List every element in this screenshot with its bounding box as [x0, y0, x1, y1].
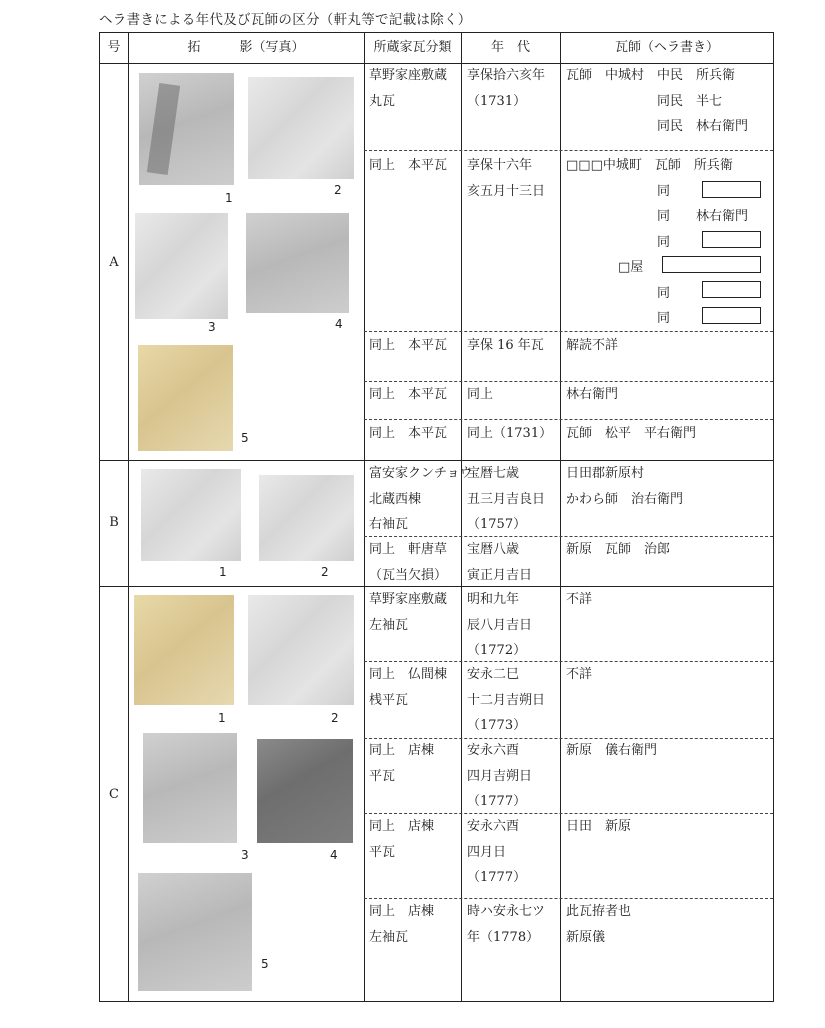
classification-cell: 同上 店棟 平瓦	[369, 819, 435, 860]
tiler-cell: 不詳	[566, 592, 593, 607]
tiler-cell: □□□中城町 瓦師 所兵衛 同 同 林右衛門 同 □屋 同 同	[566, 158, 749, 326]
tiler-cell: 日田 新原	[566, 819, 632, 834]
rubbing-photo	[135, 213, 228, 319]
rubbing-photo	[139, 73, 234, 185]
tiler-cell: 林右衛門	[566, 387, 619, 402]
photo-number: 3	[208, 320, 216, 334]
classification-cell: 同上 仏間棟 桟平瓦	[369, 667, 448, 708]
photo-number: 1	[218, 711, 226, 725]
tiler-cell: 此瓦拵者也 新原儀	[566, 904, 632, 945]
classification-cell: 草野家座敷蔵 左袖瓦	[369, 592, 448, 633]
photo-number: 1	[225, 191, 233, 205]
blank-name-box	[702, 307, 761, 324]
rubbing-photo	[134, 595, 234, 705]
rubbing-photo	[259, 475, 354, 561]
tiler-cell: 瓦師 松平 平右衛門	[566, 426, 697, 441]
rubbing-photo	[248, 77, 354, 179]
era-cell: 享保十六年 亥五月十三日	[467, 158, 546, 199]
era-cell: 宝暦八歳 寅正月吉日	[467, 542, 533, 583]
tile-inscription-table	[99, 32, 774, 1002]
blank-name-box	[702, 181, 761, 198]
classification-cell: 同上 本平瓦	[369, 387, 448, 402]
classification-cell: 草野家座敷蔵 丸瓦	[369, 68, 448, 109]
rubbing-photo	[248, 595, 354, 705]
rubbing-photo	[257, 739, 353, 843]
group-label-b: B	[109, 515, 119, 530]
era-cell: 宝暦七歳 丑三月吉良日 （1757）	[467, 466, 546, 532]
rubbing-photo	[143, 733, 237, 843]
era-cell: 同上	[467, 387, 494, 402]
table-caption: ヘラ書きによる年代及び瓦師の区分（軒丸等で記載は除く）	[99, 12, 472, 28]
classification-cell: 同上 本平瓦	[369, 426, 448, 441]
rubbing-photo	[246, 213, 349, 313]
tiler-cell: 不詳	[566, 667, 593, 682]
photo-number: 3	[241, 848, 249, 862]
photo-number: 5	[241, 431, 249, 445]
era-cell: 同上（1731）	[467, 426, 553, 441]
era-cell: 安永六酉 四月日 （1777）	[467, 819, 527, 885]
header-no: 号	[107, 40, 121, 55]
blank-name-box	[702, 281, 761, 298]
photo-number: 2	[334, 183, 342, 197]
group-label-c: C	[109, 787, 119, 802]
era-cell: 明和九年 辰八月吉日 （1772）	[467, 592, 533, 658]
classification-cell: 富安家クンチョウ 北蔵西棟 右袖瓦	[369, 466, 473, 532]
header-era: 年 代	[490, 40, 530, 55]
photo-number: 2	[321, 565, 329, 579]
tiler-cell: 解読不詳	[566, 338, 619, 353]
blank-name-box	[662, 256, 761, 273]
header-rubbing: 拓 影（写真）	[187, 40, 305, 55]
classification-cell: 同上 店棟 左袖瓦	[369, 904, 435, 945]
photo-number: 4	[335, 317, 343, 331]
rubbing-photo	[141, 469, 241, 561]
header-tiler: 瓦師（ヘラ書き）	[614, 40, 719, 55]
era-cell: 安永六酉 四月吉朔日 （1777）	[467, 743, 533, 809]
era-cell: 享保拾六亥年 （1731）	[467, 68, 546, 109]
era-cell: 安永二巳 十二月吉朔日 （1773）	[467, 667, 546, 733]
classification-cell: 同上 店棟 平瓦	[369, 743, 435, 784]
tiler-cell: 瓦師 中城村 中民 所兵衛 同民 半七 同民 林右衛門	[566, 68, 749, 134]
tiler-cell: 日田郡新原村 かわら師 治右衛門	[566, 466, 684, 507]
tiler-cell: 新原 儀右衛門	[566, 743, 658, 758]
photo-number: 4	[330, 848, 338, 862]
photo-number: 5	[261, 957, 269, 971]
classification-cell: 同上 本平瓦	[369, 338, 448, 353]
photo-number: 1	[219, 565, 227, 579]
photo-number: 2	[331, 711, 339, 725]
era-cell: 時ハ安永七ツ 年（1778）	[467, 904, 546, 945]
classification-cell: 同上 本平瓦	[369, 158, 448, 173]
rubbing-photo	[138, 873, 252, 991]
blank-name-box	[702, 231, 761, 248]
era-cell: 享保 16 年瓦	[467, 338, 544, 353]
group-label-a: A	[109, 255, 119, 270]
rubbing-photo	[138, 345, 233, 451]
tiler-cell: 新原 瓦師 治郎	[566, 542, 671, 557]
header-classification: 所蔵家瓦分類	[373, 40, 452, 55]
classification-cell: 同上 軒唐草 （瓦当欠損）	[369, 542, 448, 583]
